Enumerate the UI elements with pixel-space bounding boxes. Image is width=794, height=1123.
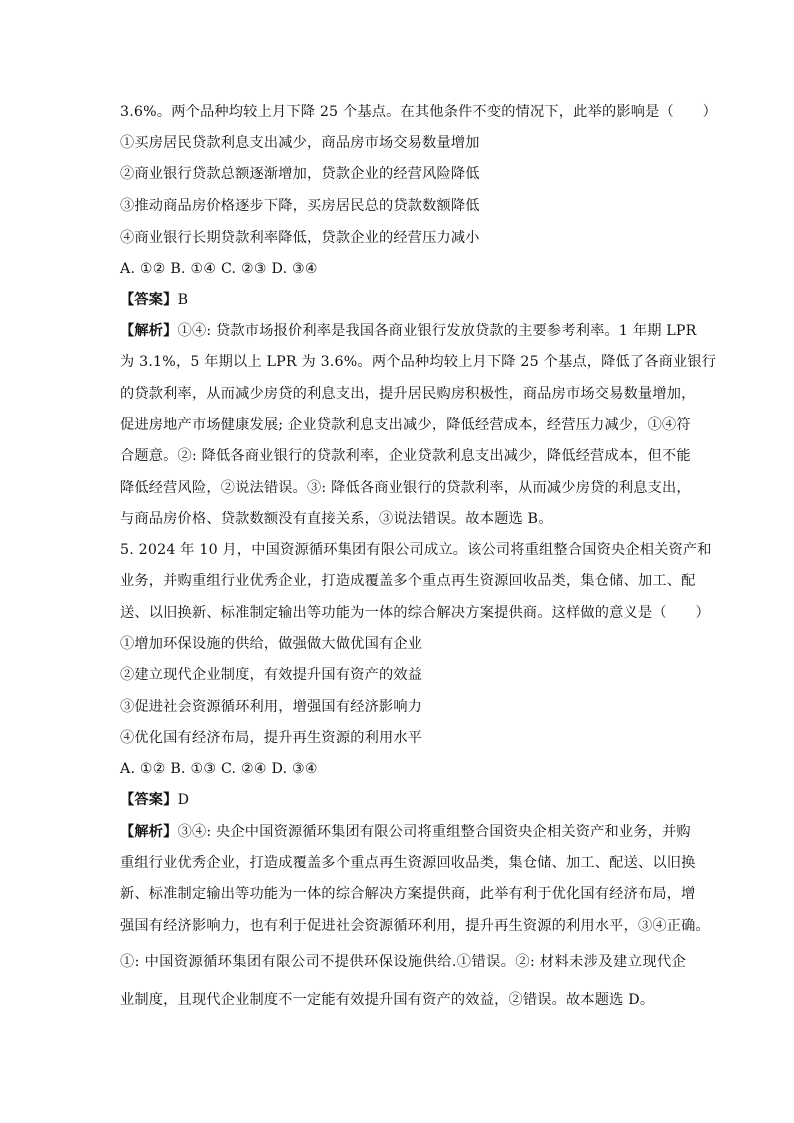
q4-analysis-line-6: 降低经营风险，②说法错误。③: 降低各商业银行的贷款利率，从而减少房贷的利息支出， bbox=[120, 480, 691, 496]
q4-analysis-line-3: 的贷款利率，从而减少房贷的利息支出，提升居民购房积极性，商品房市场交易数量增加， bbox=[120, 386, 696, 402]
q5-stem-line-2: 业务，并购重组行业优秀企业，打造成覆盖多个重点再生资源回收品类，集仓储、加工、配 bbox=[120, 573, 696, 589]
q4-option-3: ③推动商品房价格逐步下降，买房居民总的贷款数额降低 bbox=[120, 198, 480, 214]
q4-answer-value: B bbox=[177, 292, 189, 308]
q4-stem-tail: 3.6%。两个品种均较上月下降 25 个基点。在其他条件不变的情况下，此举的影响是（ ） bbox=[120, 104, 718, 120]
q5-option-3: ③促进社会资源循环利用，增强国有经济影响力 bbox=[120, 699, 423, 715]
q4-answer-label: 【答案】 bbox=[120, 292, 178, 308]
q5-analysis-line-5: ①: 中国资源循环集团有限公司不提供环保设施供给.①错误。②: 材料未涉及建立现代企 bbox=[120, 954, 686, 970]
q5-choices: A. ①② B. ①③ C. ②④ D. ③④ bbox=[120, 761, 318, 777]
q5-analysis-text-1: ③④: 央企中国资源循环集团有限公司将重组整合国资央企相关资产和业务，并购 bbox=[177, 824, 691, 840]
q5-analysis-line-1 bbox=[120, 822, 691, 842]
q4-analysis-text-1: ①④: 贷款市场报价利率是我国各商业银行发放贷款的主要参考利率。1 年期 LPR bbox=[177, 323, 697, 339]
q5-option-4: ④优化国有经济布局，提升再生资源的利用水平 bbox=[120, 730, 423, 746]
q4-analysis-label: 【解析】 bbox=[120, 323, 178, 339]
q5-stem-line-3: 送、以旧换新、标准制定输出等功能为一体的综合解决方案提供商。这样做的意义是（ ） bbox=[120, 605, 710, 621]
q4-option-4: ④商业银行长期贷款利率降低，贷款企业的经营压力减小 bbox=[120, 230, 480, 246]
q5-answer bbox=[120, 790, 690, 810]
q5-answer-value: D bbox=[177, 792, 190, 808]
q5-analysis-line-3: 新、标准制定输出等功能为一体的综合解决方案提供商，此举有利于优化国有经济布局，增 bbox=[120, 886, 696, 902]
q5-option-1: ①增加环保设施的供给，做强做大做优国有企业 bbox=[120, 636, 423, 652]
q5-analysis-label: 【解析】 bbox=[120, 824, 178, 840]
q5-analysis-line-4: 强国有经济影响力，也有利于促进社会资源循环利用，提升再生资源的利用水平，③④正确。 bbox=[120, 918, 710, 934]
q4-answer bbox=[120, 290, 690, 310]
q4-analysis-line-1 bbox=[120, 321, 697, 341]
q4-analysis-line-7: 与商品房价格、贷款数额没有直接关系，③说法错误。故本题选 B。 bbox=[120, 511, 553, 527]
q5-answer-label: 【答案】 bbox=[120, 792, 178, 808]
q5-analysis-line-2: 重组行业优秀企业，打造成覆盖多个重点再生资源回收品类，集仓储、加工、配送、以旧换 bbox=[120, 855, 696, 871]
q5-analysis-line-6: 业制度，且现代企业制度不一定能有效提升国有资产的效益，②错误。故本题选 D。 bbox=[120, 992, 655, 1008]
q4-option-2: ②商业银行贷款总额逐渐增加，贷款企业的经营风险降低 bbox=[120, 166, 480, 182]
q5-stem-line-1: 5. 2024 年 10 月，中国资源循环集团有限公司成立。该公司将重组整合国资央企相关资产和 bbox=[120, 542, 712, 558]
q4-analysis-line-4: 促进房地产市场健康发展; 企业贷款利息支出减少，降低经营成本，经营压力减少，①④符 bbox=[120, 417, 691, 433]
q5-option-2: ②建立现代企业制度，有效提升国有资产的效益 bbox=[120, 667, 423, 683]
q4-option-1: ①买房居民贷款利息支出减少，商品房市场交易数量增加 bbox=[120, 135, 480, 151]
q4-analysis-line-5: 合题意。②: 降低各商业银行的贷款利率，企业贷款利息支出减少，降低经营成本，但不能 bbox=[120, 448, 691, 464]
q4-choices: A. ①② B. ①④ C. ②③ D. ③④ bbox=[120, 261, 318, 277]
q4-analysis-line-2: 为 3.1%，5 年期以上 LPR 为 3.6%。两个品种均较上月下降 25 个基点，降低了各商业银行 bbox=[120, 354, 717, 370]
